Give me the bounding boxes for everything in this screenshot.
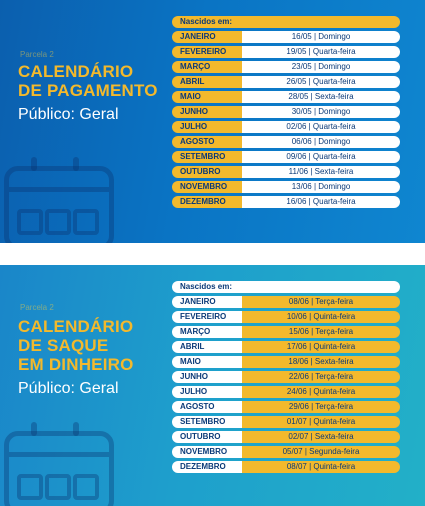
title-line: CALENDÁRIO xyxy=(18,62,134,81)
table-row xyxy=(172,181,400,193)
date-cell: 29/06 | Terça-feira xyxy=(242,401,400,413)
month-cell: DEZEMBRO xyxy=(172,461,242,473)
month-cell: ABRIL xyxy=(172,76,242,88)
month-cell: FEVEREIRO xyxy=(172,311,242,323)
month-cell: MARÇO xyxy=(172,61,242,73)
month-cell: MAIO xyxy=(172,91,242,103)
table-row xyxy=(172,106,400,118)
month-cell: SETEMBRO xyxy=(172,416,242,428)
month-cell: FEVEREIRO xyxy=(172,46,242,58)
month-cell: AGOSTO xyxy=(172,401,242,413)
month-cell: JUNHO xyxy=(172,106,242,118)
table-row xyxy=(172,311,400,323)
table-header: Nascidos em: xyxy=(172,16,400,28)
date-cell: 08/07 | Quinta-feira xyxy=(242,461,400,473)
date-cell: 02/07 | Sexta-feira xyxy=(242,431,400,443)
table-row xyxy=(172,46,400,58)
title-line: EM DINHEIRO xyxy=(18,355,134,374)
date-cell: 01/07 | Quinta-feira xyxy=(242,416,400,428)
date-cell: 15/06 | Terça-feira xyxy=(242,326,400,338)
table-row xyxy=(172,371,400,383)
table-row xyxy=(172,446,400,458)
month-cell: MARÇO xyxy=(172,326,242,338)
month-cell: JANEIRO xyxy=(172,31,242,43)
month-cell: JANEIRO xyxy=(172,296,242,308)
month-cell: JULHO xyxy=(172,121,242,133)
audience-label: Público: Geral xyxy=(18,106,119,123)
date-cell: 28/05 | Sexta-feira xyxy=(242,91,400,103)
table-row xyxy=(172,91,400,103)
month-cell: NOVEMBRO xyxy=(172,446,242,458)
month-cell: AGOSTO xyxy=(172,136,242,148)
date-cell: 26/05 | Quarta-feira xyxy=(242,76,400,88)
table-row xyxy=(172,341,400,353)
date-cell: 19/05 | Quarta-feira xyxy=(242,46,400,58)
date-cell: 11/06 | Sexta-feira xyxy=(242,166,400,178)
installment-label: Parcela 2 xyxy=(20,303,54,312)
date-cell: 16/06 | Quarta-feira xyxy=(242,196,400,208)
date-cell: 13/06 | Domingo xyxy=(242,181,400,193)
date-cell: 23/05 | Domingo xyxy=(242,61,400,73)
month-cell: MAIO xyxy=(172,356,242,368)
date-cell: 18/06 | Sexta-feira xyxy=(242,356,400,368)
title-line: DE SAQUE xyxy=(18,336,109,355)
table-row xyxy=(172,401,400,413)
month-cell: JULHO xyxy=(172,386,242,398)
month-cell: OUTUBRO xyxy=(172,166,242,178)
month-cell: ABRIL xyxy=(172,341,242,353)
panel-separator xyxy=(0,243,425,265)
table-row xyxy=(172,461,400,473)
date-cell: 22/06 | Terça-feira xyxy=(242,371,400,383)
table-row xyxy=(172,61,400,73)
cash-withdrawal-calendar-panel xyxy=(0,265,425,506)
audience-label: Público: Geral xyxy=(18,380,119,397)
month-cell: DEZEMBRO xyxy=(172,196,242,208)
date-cell: 24/06 | Quinta-feira xyxy=(242,386,400,398)
table-row xyxy=(172,76,400,88)
table-row xyxy=(172,296,400,308)
date-cell: 16/05 | Domingo xyxy=(242,31,400,43)
date-cell: 09/06 | Quarta-feira xyxy=(242,151,400,163)
date-cell: 17/06 | Quinta-feira xyxy=(242,341,400,353)
table-row xyxy=(172,166,400,178)
date-cell: 02/06 | Quarta-feira xyxy=(242,121,400,133)
payment-calendar-panel xyxy=(0,0,425,243)
installment-label: Parcela 2 xyxy=(20,50,54,59)
table-row xyxy=(172,151,400,163)
table-row xyxy=(172,416,400,428)
table-row xyxy=(172,431,400,443)
withdrawal-schedule-table xyxy=(172,281,400,476)
month-cell: OUTUBRO xyxy=(172,431,242,443)
table-row xyxy=(172,136,400,148)
month-cell: SETEMBRO xyxy=(172,151,242,163)
date-cell: 06/06 | Domingo xyxy=(242,136,400,148)
date-cell: 30/05 | Domingo xyxy=(242,106,400,118)
table-row xyxy=(172,196,400,208)
calendar-icon xyxy=(4,166,114,243)
date-cell: 05/07 | Segunda-feira xyxy=(242,446,400,458)
date-cell: 08/06 | Terça-feira xyxy=(242,296,400,308)
table-header: Nascidos em: xyxy=(172,281,400,293)
month-cell: NOVEMBRO xyxy=(172,181,242,193)
payment-schedule-table xyxy=(172,16,400,211)
table-row xyxy=(172,356,400,368)
panel-title xyxy=(18,62,158,100)
date-cell: 10/06 | Quinta-feira xyxy=(242,311,400,323)
panel-title xyxy=(18,317,134,374)
table-row xyxy=(172,386,400,398)
table-row xyxy=(172,31,400,43)
table-row xyxy=(172,326,400,338)
table-row xyxy=(172,121,400,133)
title-line: DE PAGAMENTO xyxy=(18,81,158,100)
title-line: CALENDÁRIO xyxy=(18,317,134,336)
calendar-icon xyxy=(4,431,114,506)
month-cell: JUNHO xyxy=(172,371,242,383)
